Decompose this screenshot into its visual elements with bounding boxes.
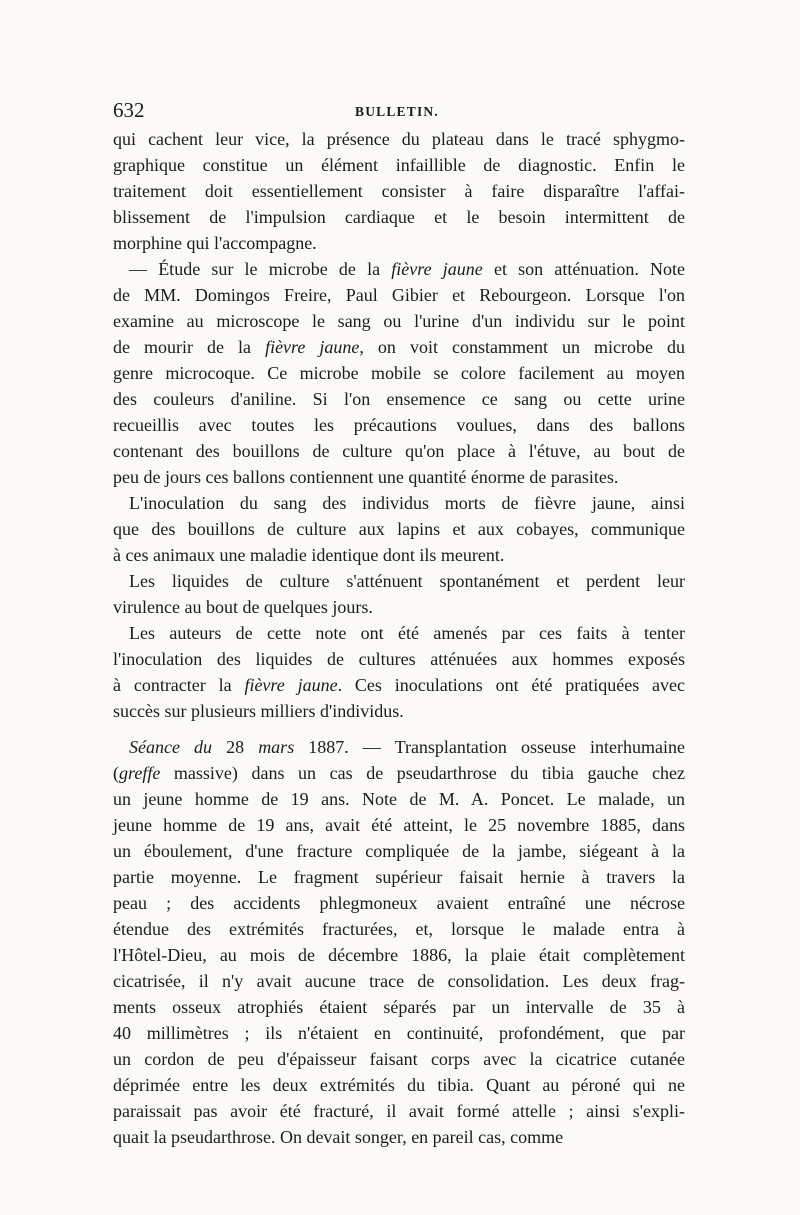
italic-phrase: Séance du: [129, 737, 213, 757]
text-line: un éboulement, d'une fracture compliquée de la jambe, siégeant à la: [113, 841, 685, 861]
page-number: 632: [113, 98, 145, 122]
paragraph-p3: [113, 490, 685, 568]
text-line: des couleurs d'aniline. Si l'on ensemence ce sang ou cette urine: [113, 389, 685, 409]
text-line: examine au microscope le sang ou l'urine d'un individu sur le point: [113, 311, 685, 331]
text-line: que des bouillons de culture aux lapins et aux cobayes, communique: [113, 519, 685, 539]
text-line: Séance du 28 mars 1887. — Transplantation osseuse interhumaine: [129, 737, 686, 757]
text-line: l'Hôtel-Dieu, au mois de décembre 1886, la plaie était complètement: [113, 945, 685, 965]
text-line: (greffe massive) dans un cas de pseudarthrose du tibia gauche chez: [113, 763, 685, 783]
text-line: cicatrisée, il n'y avait aucune trace de consolidation. Les deux frag-: [113, 971, 685, 991]
text-line: L'inoculation du sang des individus morts de fièvre jaune, ainsi: [129, 493, 685, 513]
text-line: traitement doit essentiellement consister à faire disparaître l'affai-: [113, 181, 685, 201]
text-line: contenant des bouillons de culture qu'on place à l'étuve, au bout de: [113, 441, 685, 461]
text-line: Les liquides de culture s'atténuent spontanément et perdent leur: [129, 571, 685, 591]
text-line: peu de jours ces ballons contiennent une quantité énorme de parasites.: [113, 467, 619, 487]
text-line: Les auteurs de cette note ont été amenés par ces faits à tenter: [129, 623, 685, 643]
text-line: déprimée entre les deux extrémités du tibia. Quant au péroné qui ne: [113, 1075, 685, 1095]
text-line: de mourir de la fièvre jaune, on voit constamment un microbe du: [113, 337, 685, 357]
text-line: genre microcoque. Ce microbe mobile se colore facilement au moyen: [113, 363, 685, 383]
text-line: un jeune homme de 19 ans. Note de M. A. Poncet. Le malade, un: [113, 789, 685, 809]
text-line: — Étude sur le microbe de la fièvre jaune et son atténuation. Note: [129, 259, 686, 279]
text-line: blissement de l'impulsion cardiaque et le besoin intermittent de: [113, 207, 685, 227]
running-head: BULLETIN.: [355, 104, 439, 119]
italic-phrase: greffe: [119, 763, 161, 783]
text-line: graphique constitue un élément infaillible de diagnostic. Enfin le: [113, 155, 685, 175]
text-line: l'inoculation des liquides de cultures atténuées aux hommes exposés: [113, 649, 685, 669]
text-line: peau ; des accidents phlegmoneux avaient entraîné une nécrose: [113, 893, 685, 913]
italic-phrase: fièvre jaune: [391, 259, 483, 279]
text-line: à ces animaux une maladie identique dont ils meurent.: [113, 545, 505, 565]
paragraph-p5: [113, 620, 685, 724]
text-line: succès sur plusieurs milliers d'individus.: [113, 701, 404, 721]
italic-phrase: fièvre jaune: [265, 337, 360, 357]
italic-phrase: fièvre jaune: [244, 675, 338, 695]
text-line: morphine qui l'accompagne.: [113, 233, 317, 253]
text-line: ments osseux atrophiés étaient séparés par un intervalle de 35 à: [113, 997, 685, 1017]
article-text: [113, 126, 685, 1150]
text-line: partie moyenne. Le fragment supérieur faisait hernie à travers la: [113, 867, 685, 887]
text-line: un cordon de peu d'épaisseur faisant corps avec la cicatrice cutanée: [113, 1049, 685, 1069]
paragraph-p1: [113, 126, 685, 256]
paragraph-p6: [113, 734, 685, 1150]
text-line: quait la pseudarthrose. On devait songer, en pareil cas, comme: [113, 1127, 564, 1147]
text-line: 40 millimètres ; ils n'étaient en continuité, profondément, que par: [113, 1023, 685, 1043]
text-line: à contracter la fièvre jaune. Ces inoculations ont été pratiquées avec: [113, 675, 685, 695]
paragraph-p4: [113, 568, 685, 620]
text-line: qui cachent leur vice, la présence du plateau dans le tracé sphygmo-: [113, 129, 685, 149]
section-gap: [113, 724, 685, 734]
italic-phrase: mars: [258, 737, 295, 757]
text-line: jeune homme de 19 ans, avait été atteint, le 25 novembre 1885, dans: [113, 815, 685, 835]
text-line: étendue des extrémités fracturées, et, lorsque le malade entra à: [113, 919, 685, 939]
text-line: recueillis avec toutes les précautions voulues, dans des ballons: [113, 415, 685, 435]
text-line: de MM. Domingos Freire, Paul Gibier et Rebourgeon. Lorsque l'on: [113, 285, 685, 305]
paragraph-p2: [113, 256, 685, 490]
text-line: paraissait pas avoir été fracturé, il avait formé attelle ; ainsi s'expli-: [113, 1101, 685, 1121]
page-header: [113, 98, 683, 124]
text-line: virulence au bout de quelques jours.: [113, 597, 373, 617]
